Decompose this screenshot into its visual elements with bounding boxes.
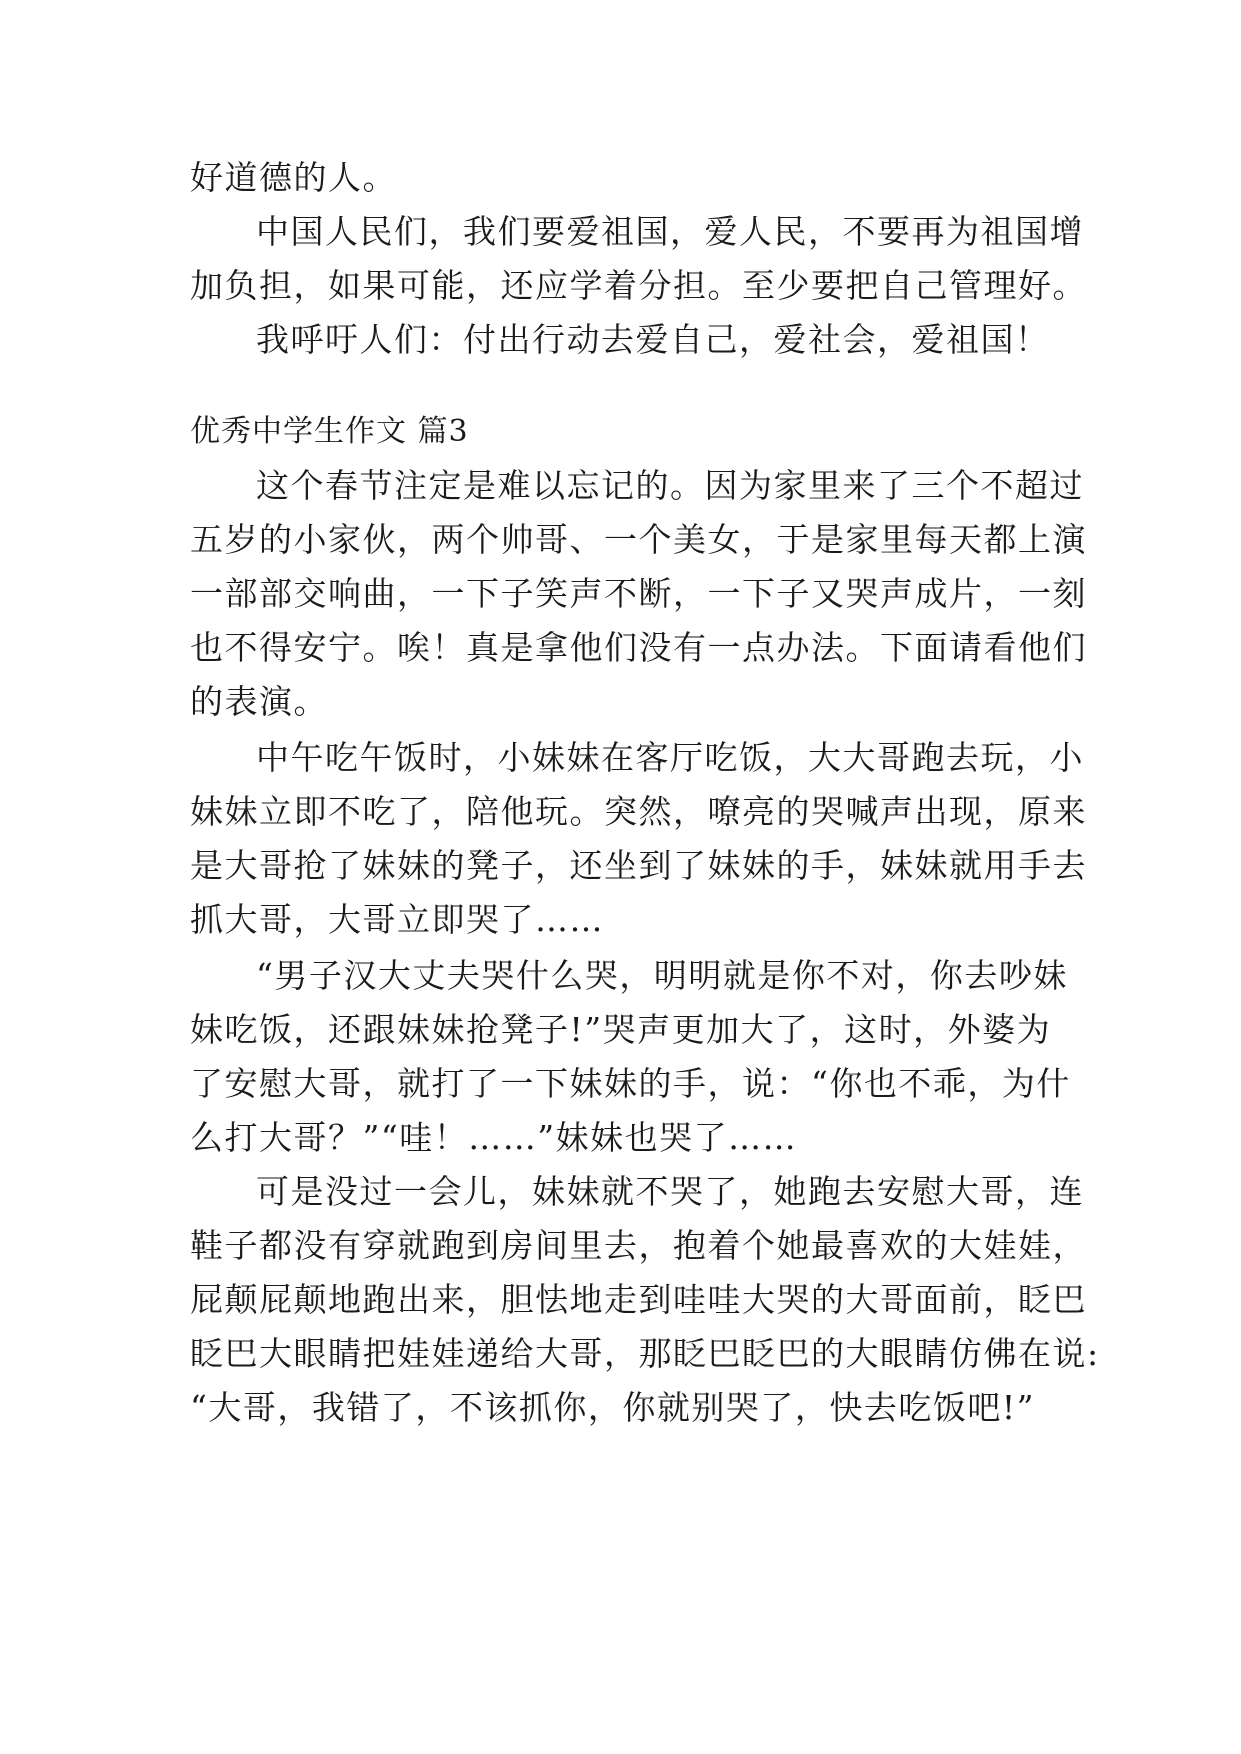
text-line: 五岁的小家伙，两个帅哥、一个美女，于是家里每天都上演 — [190, 520, 1087, 559]
paragraph-start-line: “男子汉大丈夫哭什么哭，明明就是你不对，你去吵妹 — [256, 956, 1068, 995]
text-line: 眨巴大眼睛把娃娃递给大哥，那眨巴眨巴的大眼睛仿佛在说: — [190, 1334, 1100, 1373]
text-line: “大哥，我错了，不该抓你，你就别哭了，快去吃饭吧!” — [190, 1388, 1036, 1427]
text-line: 屁颠屁颠地跑出来，胆怯地走到哇哇大哭的大哥面前，眨巴 — [190, 1280, 1087, 1319]
paragraph-start-line: 中午吃午饭时，小妹妹在客厅吃饭，大大哥跑去玩，小 — [256, 738, 1084, 777]
text-line: 好道德的人。 — [190, 158, 397, 197]
text-line: 的表演。 — [190, 682, 328, 721]
text-line: 了安慰大哥，就打了一下妹妹的手，说：“你也不乖，为什 — [190, 1064, 1071, 1103]
text-line: 妹吃饭，还跟妹妹抢凳子!”哭声更加大了，这时，外婆为 — [190, 1010, 1052, 1049]
paragraph-start-line: 我呼吁人们：付出行动去爱自己，爱社会，爱祖国！ — [256, 320, 1050, 359]
text-line: 是大哥抢了妹妹的凳子，还坐到了妹妹的手，妹妹就用手去 — [190, 846, 1087, 885]
paragraph-start-line: 中国人民们，我们要爱祖国，爱人民，不要再为祖国增 — [256, 212, 1084, 251]
text-line: 抓大哥，大哥立即哭了…… — [190, 900, 604, 939]
text-line: 一部部交响曲，一下子笑声不断，一下子又哭声成片，一刻 — [190, 574, 1087, 613]
text-line: 也不得安宁。唉！真是拿他们没有一点办法。下面请看他们 — [190, 628, 1087, 667]
paragraph-start-line: 可是没过一会儿，妹妹就不哭了，她跑去安慰大哥，连 — [256, 1172, 1084, 1211]
text-line: 加负担，如果可能，还应学着分担。至少要把自己管理好。 — [190, 266, 1087, 305]
text-line: 么打大哥？”“哇！……”妹妹也哭了…… — [190, 1118, 798, 1157]
paragraph-start-line: 这个春节注定是难以忘记的。因为家里来了三个不超过 — [256, 466, 1084, 505]
text-line: 妹妹立即不吃了，陪他玩。突然，嘹亮的哭喊声出现，原来 — [190, 792, 1087, 831]
text-line: 鞋子都没有穿就跑到房间里去，抱着个她最喜欢的大娃娃， — [190, 1226, 1087, 1265]
section-heading: 优秀中学生作文 篇3 — [190, 414, 469, 449]
